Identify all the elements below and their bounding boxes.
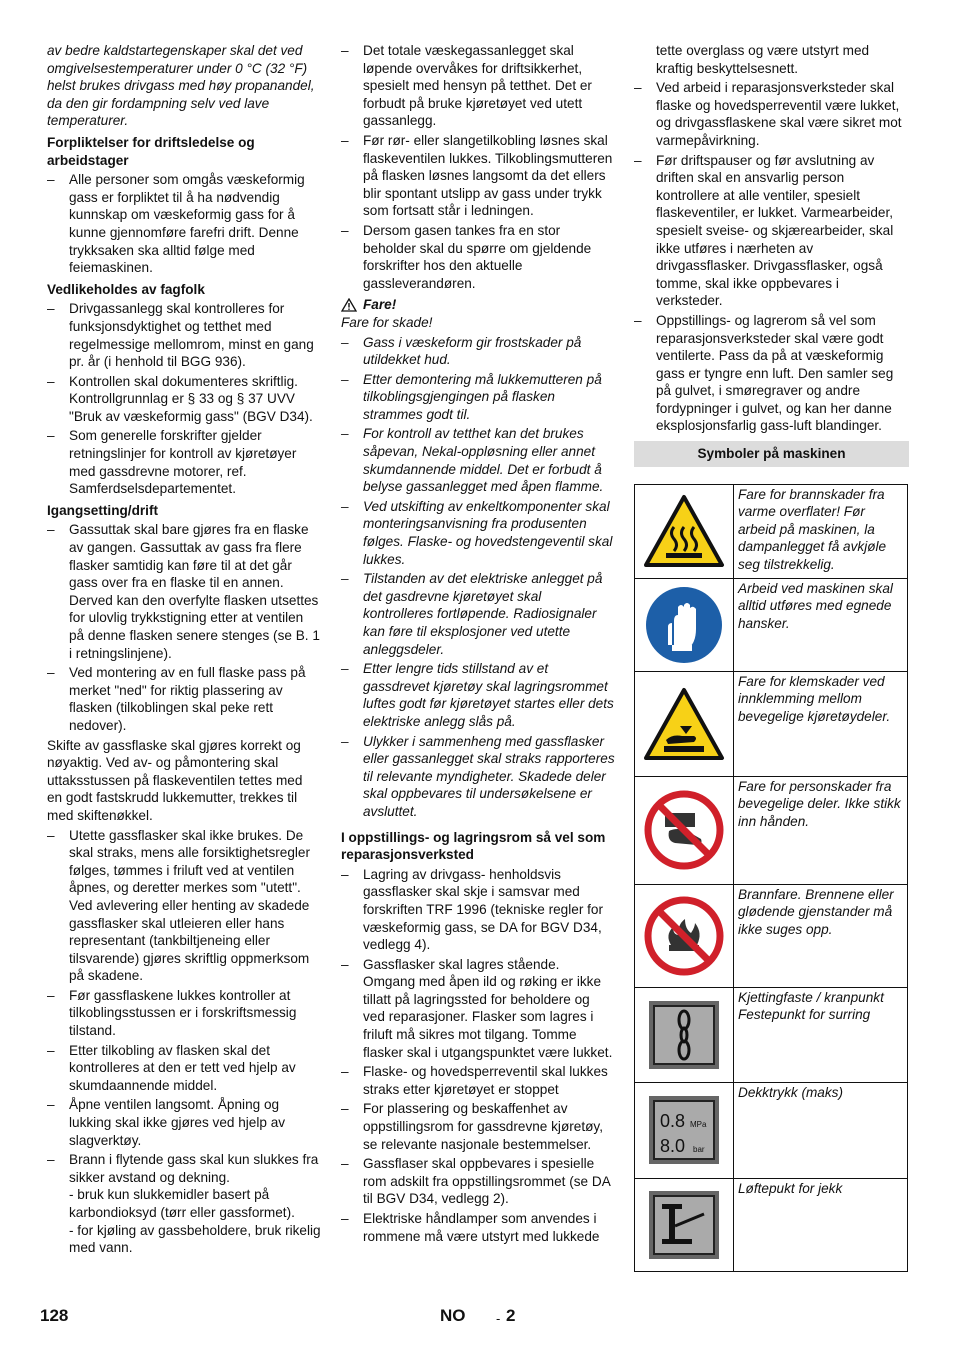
column-3 bbox=[634, 42, 909, 1272]
jack-lift-point-icon bbox=[648, 1190, 720, 1260]
list-item: – Etter lengre tids stillstand av et gassdrevet kjøretøy skal lagringsrommet luftes godt før kjøretøyet startes eller dets elektriske anlegg slås på. bbox=[341, 660, 615, 730]
list-item: – Gassuttak skal bare gjøres fra en flaske av gangen. Gassuttak av gass fra flere flasker samtidig kan føre til at det går gass over fra en flaske til en annen. Derved kan den overfylte flasken utsettes for ulovlig trykkstigning etter at ventilen på denne flasken senere stenges (se B. 1 i retningslinjene). bbox=[47, 521, 321, 662]
chain-lashing-point-icon bbox=[648, 1000, 720, 1070]
symbol-description: Arbeid ved maskinen skal alltid utføres med egnede hansker. bbox=[734, 578, 908, 671]
symbols-table bbox=[634, 484, 908, 1272]
hot-surface-warning-icon bbox=[642, 493, 726, 569]
symbol-description: Brannfare. Brennene eller glødende gjenstander må ikke suges opp. bbox=[734, 884, 908, 987]
list-item: – Oppstillings- og lagrerom så vel som reparasjonsverksteder skal være godt ventilerte. Pass da på at væskeformig gass er tyngre enn luft. Den samler seg på gulvet, i smøregraver og andre fordypninger i gulvet, og kan her danne eksplosjonsfarlig gass-luft blandinger. bbox=[634, 312, 909, 435]
tire-pressure-bar-value: 8.0 bbox=[660, 1136, 686, 1157]
footer-separator: - bbox=[496, 1311, 501, 1326]
list-item: – Ulykker i sammenheng med gassflasker eller gassanlegget skal straks rapporteres til relevante myndigheter. Skadede deler skal oppbevares til undersøkelsene er avsluttet. bbox=[341, 733, 615, 821]
list-operation bbox=[47, 521, 321, 734]
heading-operation: Igangsetting/drift bbox=[47, 502, 159, 518]
tire-pressure-mpa-unit: MPa bbox=[690, 1120, 707, 1130]
list-item: – Ved montering av en full flaske pass på merket "ned" for riktig plassering av flasken (tilkoblingen skal peke rett nedover). bbox=[47, 664, 321, 734]
list-item: – Tilstanden av det elektriske anlegget på det gasdrevne kjøretøyet skal kontrolleres fortløpende. Radiosignaler kan føre til eksplosjoner ved utette anleggsdeler. bbox=[341, 570, 615, 658]
list-item: – For kontroll av tetthet kan det brukes såpevan, Nekal-oppløsning eller annet skumdannende middel. Det er forbudt å belyse gassanlegget med åpen flamme. bbox=[341, 425, 615, 495]
table-row bbox=[635, 884, 908, 987]
list-item: – Ved utskifting av enkeltkomponenter skal monteringsanvisning fra produsenten følges. Flaske- og hovedstengeventil skal lukkes. bbox=[341, 498, 615, 568]
list-storage bbox=[341, 866, 615, 1245]
column-1 bbox=[47, 42, 321, 1259]
symbol-description: Fare for brannskader fra varme overflater! Før arbeid på maskinen, la dampanlegget få avkjøle seg tilstrekkelig. bbox=[734, 484, 908, 578]
list-item: – Flaske- og hovedsperreventil skal lukkes straks etter kjøretøyet er stoppet bbox=[341, 1063, 615, 1098]
list-maintenance bbox=[47, 300, 321, 498]
list-item: – Elektriske håndlamper som anvendes i rommene må være utstyrt med lukkede bbox=[341, 1210, 615, 1245]
list-item: – Før gassflaskene lukkes kontroller at tilkoblingsstussen er i forskriftsmessig tilstand. bbox=[47, 987, 321, 1040]
list-item: – Alle personer som omgås væskeformig gass er forpliktet til å ha nødvendig kunnskap om væskeformig gass for å kunne gjennomføre farefri drift. Denne trykksaken ska alltid følge med feiemaskinen. bbox=[47, 171, 321, 277]
warning-subtitle: Fare for skade! bbox=[341, 314, 433, 330]
list-warnings bbox=[341, 334, 615, 821]
list-item: – Som generelle forskrifter gjelder retningslinjer for kontroll av kjøretøyer med gassdrevne motorer, ref. Samferdselsdepartementet. bbox=[47, 427, 321, 497]
paragraph-bottle-change: Skifte av gassflaske skal gjøres korrekt og nøyaktig. Ved av- og påmontering skal uttaksstussen på flaskeventilen tettes med en godt fastskrudd lukkemutter, trekkes til med skiftenøkkel. bbox=[47, 737, 303, 823]
list-item: – Ved arbeid i reparasjonsverksteder skal flaske og hovedsperreventil være lukket, og drivgassflaskene skal være sikret mot varmepåvirkning. bbox=[634, 79, 909, 149]
crushing-hazard-icon bbox=[642, 686, 726, 762]
list-item: – Utette gassflasker skal ikke brukes. De skal straks, mens alle forsiktighetsregler følges, tømmes i friluft ved at ventilen åpnes, og deretter merkes som "utett". Ved avlevering eller henting av skadede gassflasker skal utleieren eller hans representant (tankbiltjeneing eller tilsvarende) gjøres skriftlig oppmerksom på skadene. bbox=[47, 827, 321, 985]
list-item: – Etter demontering må lukkemutteren på tilkoblingsgjengingen på flasken strammes godt til. bbox=[341, 371, 615, 424]
warning-triangle-icon bbox=[341, 298, 357, 312]
list-item: – Brann i flytende gass skal kun slukkes fra sikker avstand og dekning. bbox=[47, 1151, 321, 1186]
table-row bbox=[635, 1178, 908, 1271]
no-reach-in-icon bbox=[643, 789, 725, 871]
symbol-description: Løftepukt for jekk bbox=[734, 1178, 908, 1271]
continued-text: tette overglass og være utstyrt med kraftig beskyttelsesnett. bbox=[656, 43, 870, 76]
tire-pressure-bar-unit: bar bbox=[693, 1145, 705, 1155]
tire-pressure-icon bbox=[648, 1095, 720, 1165]
section-banner: Symboler på maskinen bbox=[634, 441, 909, 467]
heading-obligations: Forpliktelser for driftsledelse og arbeidstager bbox=[47, 134, 255, 168]
list-gas-system bbox=[341, 42, 615, 292]
table-row bbox=[635, 578, 908, 671]
list-item: – Det totale væskegassanlegget skal løpende overvåkes for driftsikkerhet, spesielt med hensyn på tetthet. Det er forbudt på bruke kjøretøyet ved utett gassanlegg. bbox=[341, 42, 615, 130]
warning-label: Fare! bbox=[363, 297, 397, 313]
heading-maintenance: Vedlikeholdes av fagfolk bbox=[47, 281, 205, 297]
list-obligations bbox=[47, 171, 321, 277]
list-item: – Gassflaser skal oppbevares i spesielle rom adskilt fra oppstillingsrommet (se DA til BGV D34, vedlegg 2). bbox=[341, 1155, 615, 1208]
no-burning-objects-icon bbox=[643, 895, 725, 977]
list-item: – Drivgassanlegg skal kontrolleres for funksjonsdyktighet og tetthet med regelmessige mellomrom, minst en gang pr. år (i henhold til BGG 936). bbox=[47, 300, 321, 370]
list-workshop bbox=[634, 79, 909, 435]
tire-pressure-mpa-value: 0.8 bbox=[660, 1111, 686, 1132]
symbol-description: Kjettingfaste / kranpunkt Festepunkt for surring bbox=[734, 987, 908, 1082]
list-item: – Lagring av drivgass- henholdsvis gassflasker skal skje i samsvar med forskriften TRF 1996 (tekniske regler for væskeformig gass, se DA for BGV D34, vedlegg 4). bbox=[341, 866, 615, 954]
list-item: – Før rør- eller slangetilkobling løsnes skal flaskeventilen lukkes. Tilkoblingsmutteren på flasken løsnes langsomt da det ellers blir spontant utslipp av gass under trykk som fortsatt står i ledningen. bbox=[341, 132, 615, 220]
list-item: – Åpne ventilen langsomt. Åpning og lukking skal ikke gjøres ved hjelp av slagverktøy. bbox=[47, 1096, 321, 1149]
sub-item: - bruk kun slukkemidler basert på karbondioksyd (tørr eller gassformet). bbox=[69, 1187, 295, 1220]
table-row bbox=[635, 1082, 908, 1178]
language-code: NO bbox=[440, 1306, 466, 1325]
list-item: – Etter tilkobling av flasken skal det kontrolleres at den er tett ved hjelp av skumdaannende middel. bbox=[47, 1042, 321, 1095]
list-bottle-rules bbox=[47, 827, 321, 1187]
section-number: 2 bbox=[506, 1306, 516, 1325]
symbol-description: Dekktrykk (maks) bbox=[734, 1082, 908, 1178]
gloves-required-icon bbox=[644, 585, 724, 665]
column-2 bbox=[341, 42, 615, 1247]
list-item: – For plassering og beskaffenhet av oppstillingsrom for gassdrevne kjøretøy, se relevante nasjonale bestemmelser. bbox=[341, 1100, 615, 1153]
heading-storage: I oppstillings- og lagringsrom så vel som reparasjonsverksted bbox=[341, 829, 606, 863]
sub-item: - for kjøling av gassbeholdere, bruk rikelig med vann. bbox=[69, 1222, 321, 1256]
intro-text: av bedre kaldstartegenskaper skal det ved omgivelsestemperaturer under 0 °C (32 °F) helst brukes drivgass med høy propanandel, da den gir fordampning selv ved lave temperaturer. bbox=[47, 43, 315, 129]
table-row bbox=[635, 484, 908, 578]
list-item: – Gassflasker skal lagres stående. Omgang med åpen ild og røking er ikke tillatt på lagringssted for beholdere og ved reparasjoner. Flasker som lagres i friluft må sikres mot tilgang. Tomme flasker skal i utgangspunktet være lukket. bbox=[341, 956, 615, 1062]
table-row bbox=[635, 776, 908, 884]
table-row bbox=[635, 671, 908, 776]
warning-heading bbox=[341, 296, 615, 314]
symbol-description: Fare for klemskader ved innklemming mellom bevegelige kjøretøydeler. bbox=[734, 671, 908, 776]
page-number: 128 bbox=[40, 1306, 69, 1325]
list-item: – Gass i væskeform gir frostskader på utildekket hud. bbox=[341, 334, 615, 369]
symbol-description: Fare for personskader fra bevegelige deler. Ikke stikk inn hånden. bbox=[734, 776, 908, 884]
list-item: – Dersom gasen tankes fra en stor beholder skal du spørre om gjeldende forskrifter hos den aktuelle gassleverandøren. bbox=[341, 222, 615, 292]
list-item: – Før driftspauser og før avslutning av driften skal en ansvarlig person kontrollere at alle ventiler, spesielt flaskeventiler, er lukket. Varmearbeider, spesielt sveise- og skjærearbeider, skal ikke utføres i nærheten av drivgassflasker. Drivgassflasker, også tomme, skal ikke oppbevares i verksteder. bbox=[634, 152, 909, 310]
table-row bbox=[635, 987, 908, 1082]
list-item: – Kontrollen skal dokumenteres skriftlig. Kontrollgrunnlag er § 33 og § 37 UVV "Bruk av væskeformig gass" (BGV D34). bbox=[47, 373, 321, 426]
